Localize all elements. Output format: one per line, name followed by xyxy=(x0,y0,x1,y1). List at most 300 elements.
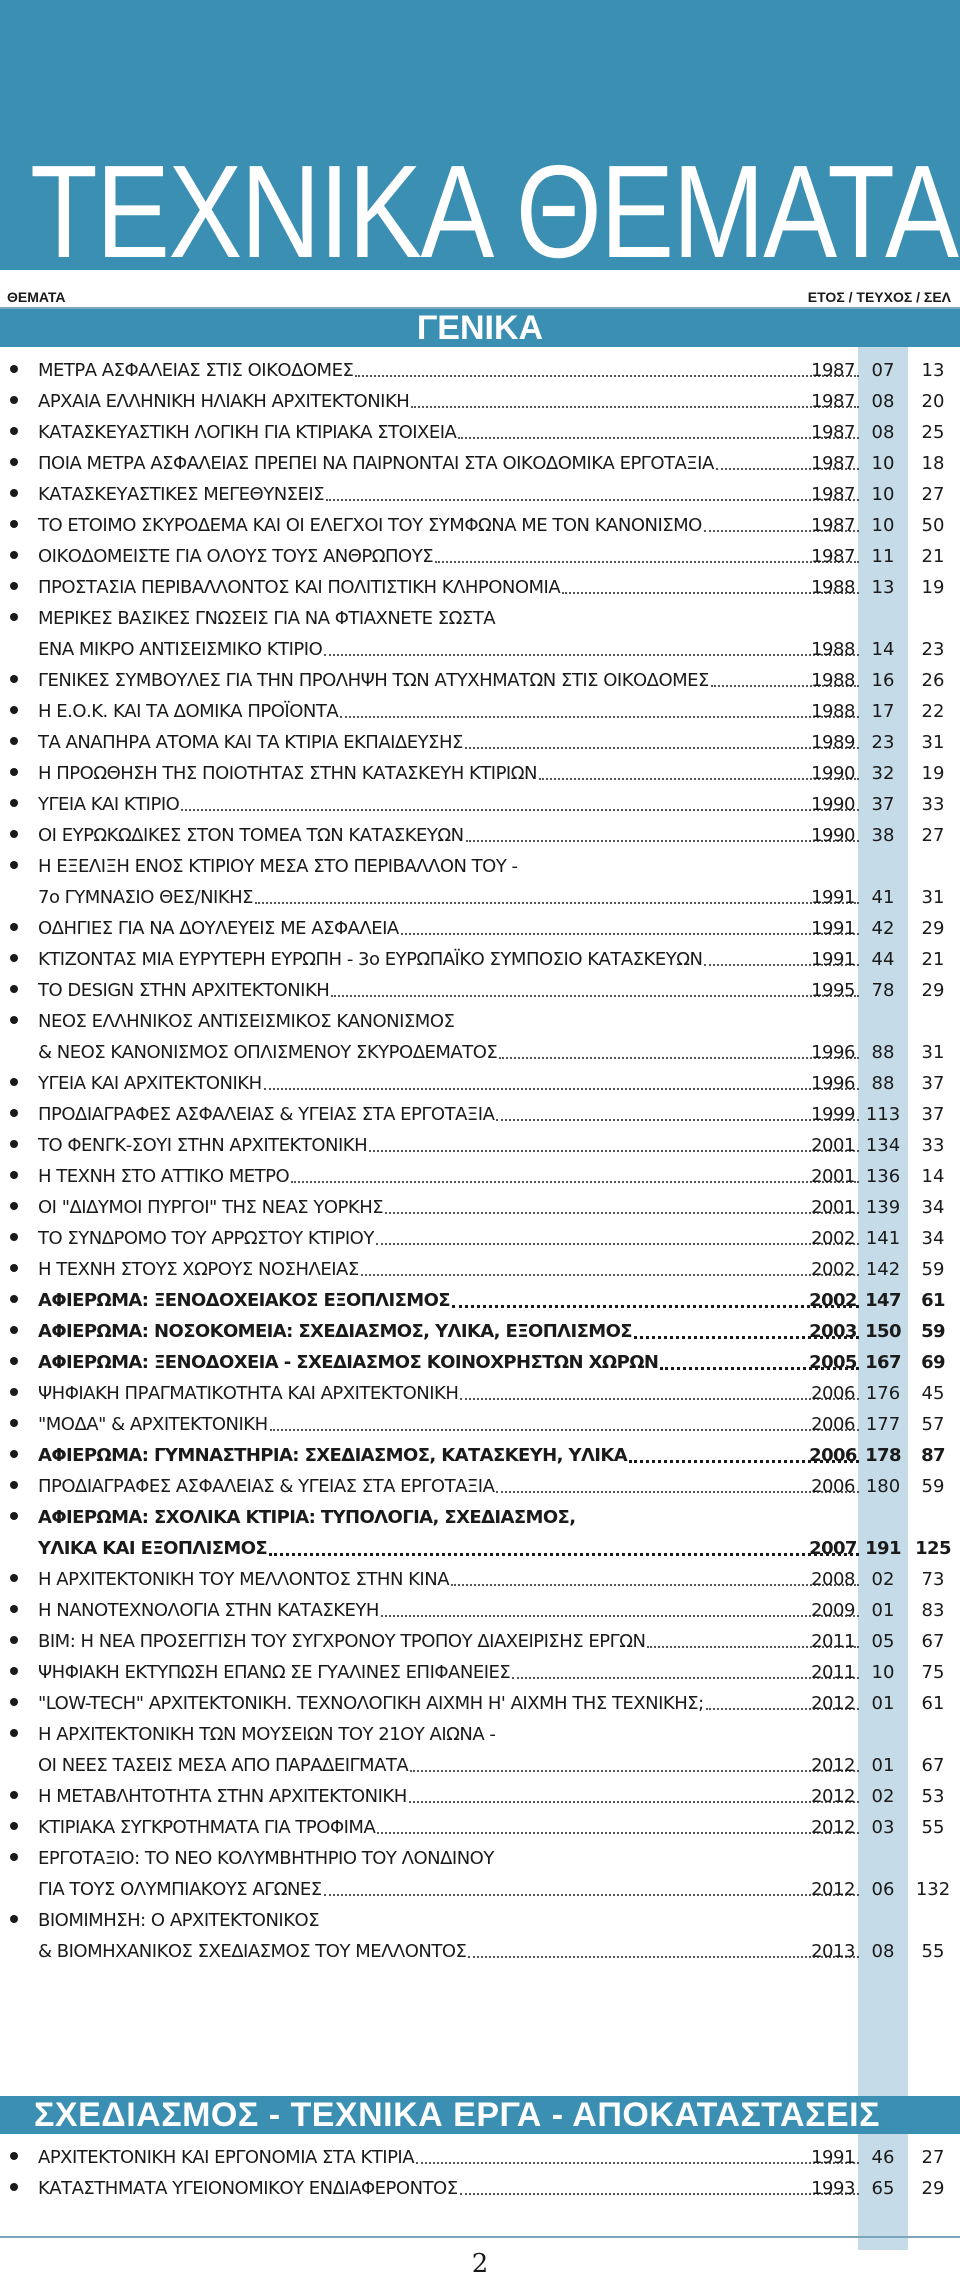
entry-issue: 139 xyxy=(865,1197,901,1218)
entry-title-line: Η ΕΞΕΛΙΞΗ ΕΝΟΣ ΚΤΙΡΙΟΥ ΜΕΣΑ ΣΤΟ ΠΕΡΙΒΑΛΛΟΝ ΤΟΥ - xyxy=(38,856,518,877)
bullet-icon xyxy=(10,427,18,435)
entry-title-line: ΑΦΙΕΡΩΜΑ: ΣΧΟΛΙΚΑ ΚΤΙΡΙΑ: ΤΥΠΟΛΟΓΙΑ, ΣΧΕΔΙΑΣΜΟΣ, xyxy=(38,1507,576,1528)
entry-title-row xyxy=(38,1440,861,1471)
section-general-banner xyxy=(0,309,960,347)
entry-page: 73 xyxy=(921,1569,945,1590)
entry-year: 1987 xyxy=(811,391,855,412)
bullet-icon xyxy=(10,1233,18,1241)
entry-page: 55 xyxy=(921,1817,945,1838)
entry-page: 18 xyxy=(921,453,945,474)
entry-year: 2008 xyxy=(811,1569,855,1590)
index-entry xyxy=(0,448,960,479)
entry-year: 2001 xyxy=(811,1135,855,1156)
entry-year: 1987 xyxy=(811,484,855,505)
index-entry xyxy=(0,1006,960,1068)
entry-year: 1996 xyxy=(811,1042,855,1063)
entry-year: 1993 xyxy=(811,2178,855,2199)
bullet-icon xyxy=(10,675,18,683)
dot-leader xyxy=(466,820,859,851)
bullet-icon xyxy=(10,1419,18,1427)
dot-leader xyxy=(458,417,859,448)
section-design-banner xyxy=(0,2096,960,2134)
entry-title-line: ΥΛΙΚΑ ΚΑΙ ΕΞΟΠΛΙΣΜΟΣ xyxy=(38,1538,268,1559)
entry-year: 2002 xyxy=(811,1259,855,1280)
entry-year: 2012 xyxy=(811,1786,855,1807)
entry-title-line: ΑΦΙΕΡΩΜΑ: ΝΟΣΟΚΟΜΕΙΑ: ΣΧΕΔΙΑΣΜΟΣ, ΥΛΙΚΑ, ΕΞΟΠΛΙΣΜΟΣ xyxy=(38,1321,632,1342)
footer-rule xyxy=(0,2236,960,2238)
entry-year: 1988 xyxy=(811,639,855,660)
entry-title-row xyxy=(38,1595,861,1626)
title-banner xyxy=(0,0,960,270)
entry-title-line: ΠΡΟΣΤΑΣΙΑ ΠΕΡΙΒΑΛΛΟΝΤΟΣ ΚΑΙ ΠΟΛΙΤΙΣΤΙΚΗ ΚΛΗΡΟΝΟΜΙΑ xyxy=(38,577,561,598)
entry-title-line: & ΝΕΟΣ ΚΑΝΟΝΙΣΜΟΣ ΟΠΛΙΣΜΕΝΟΥ ΣΚΥΡΟΔΕΜΑΤΟΣ xyxy=(38,1042,498,1063)
bullet-icon xyxy=(10,582,18,590)
entry-title-row xyxy=(38,789,861,820)
bullet-icon xyxy=(10,1512,18,1520)
entry-title-row xyxy=(38,1285,861,1316)
entry-title-row xyxy=(38,1254,861,1285)
dot-leader xyxy=(409,1781,859,1812)
entry-issue: 176 xyxy=(865,1383,901,1404)
bullet-icon xyxy=(10,1605,18,1613)
bullet-icon xyxy=(10,1357,18,1365)
entry-issue: 44 xyxy=(871,949,895,970)
entry-title-row xyxy=(38,727,861,758)
entry-title-row xyxy=(38,510,861,541)
entry-issue: 16 xyxy=(871,670,895,691)
entry-issue: 177 xyxy=(865,1414,901,1435)
index-entry xyxy=(0,1688,960,1719)
entry-year: 1987 xyxy=(811,360,855,381)
entry-issue: 41 xyxy=(871,887,895,908)
entry-issue: 141 xyxy=(865,1228,901,1249)
entry-page: 57 xyxy=(921,1414,945,1435)
bullet-icon xyxy=(10,1853,18,1861)
entry-issue: 10 xyxy=(871,515,895,536)
dot-leader xyxy=(435,541,859,572)
dot-leader xyxy=(451,1564,859,1595)
entry-title-row xyxy=(38,882,861,913)
entry-issue: 13 xyxy=(871,577,895,598)
dot-leader xyxy=(255,882,859,913)
entry-title-row xyxy=(38,1068,861,1099)
entry-title-line: ΟΙ ΕΥΡΩΚΩΔΙΚΕΣ ΣΤΟΝ ΤΟΜΕΑ ΤΩΝ ΚΑΤΑΣΚΕΥΩΝ xyxy=(38,825,464,846)
index-entry xyxy=(0,572,960,603)
entry-year: 1991 xyxy=(811,2147,855,2168)
dot-leader xyxy=(264,1068,859,1099)
entry-page: 59 xyxy=(921,1476,945,1497)
entry-title-line: ΑΦΙΕΡΩΜΑ: ΞΕΝΟΔΟΧΕΙΑΚΟΣ ΕΞΟΠΛΙΣΜΟΣ xyxy=(38,1290,450,1311)
entry-page: 61 xyxy=(921,1290,945,1311)
index-entry xyxy=(0,1409,960,1440)
dot-leader xyxy=(340,696,859,727)
entry-issue: 178 xyxy=(865,1445,901,1466)
dot-leader xyxy=(326,479,859,510)
entry-title-row xyxy=(38,386,861,417)
entry-title-line: ΕΡΓΟΤΑΞΙΟ: ΤΟ ΝΕΟ ΚΟΛΥΜΒΗΤΗΡΙΟ ΤΟΥ ΛΟΝΔΙΝΟΥ xyxy=(38,1848,494,1869)
entry-title-line: ΑΦΙΕΡΩΜΑ: ΓΥΜΝΑΣΤΗΡΙΑ: ΣΧΕΔΙΑΣΜΟΣ, ΚΑΤΑΣΚΕΥΗ, ΥΛΙΚΑ xyxy=(38,1445,628,1466)
dot-leader xyxy=(385,1192,859,1223)
entry-title-line: ΓΕΝΙΚΕΣ ΣΥΜΒΟΥΛΕΣ ΓΙΑ ΤΗΝ ΠΡΟΛΗΨΗ ΤΩΝ ΑΤΥΧΗΜΑΤΩΝ ΣΤΙΣ ΟΙΚΟΔΟΜΕΣ xyxy=(38,670,709,691)
dot-leader xyxy=(369,1130,859,1161)
index-entry xyxy=(0,1595,960,1626)
dot-leader xyxy=(416,2142,859,2173)
entry-page: 69 xyxy=(921,1352,945,1373)
entry-title-row xyxy=(38,1130,861,1161)
entry-title-line: ΑΦΙΕΡΩΜΑ: ΞΕΝΟΔΟΧΕΙΑ - ΣΧΕΔΙΑΣΜΟΣ ΚΟΙΝΟΧΡΗΣΤΩΝ ΧΩΡΩΝ xyxy=(38,1352,659,1373)
entry-page: 45 xyxy=(921,1383,945,1404)
index-entry xyxy=(0,1781,960,1812)
entry-title-row xyxy=(38,634,861,665)
entry-issue: 10 xyxy=(871,453,895,474)
bullet-icon xyxy=(10,799,18,807)
bullet-icon xyxy=(10,1326,18,1334)
bullet-icon xyxy=(10,737,18,745)
entry-year: 2011 xyxy=(811,1662,855,1683)
bullet-icon xyxy=(10,613,18,621)
entry-title-line: Η ΤΕΧΝΗ ΣΤΟΥΣ ΧΩΡΟΥΣ ΝΟΣΗΛΕΙΑΣ xyxy=(38,1259,359,1280)
index-entry xyxy=(0,1905,960,1967)
entry-page: 19 xyxy=(921,577,945,598)
index-entry xyxy=(0,727,960,758)
entry-year: 1990 xyxy=(811,825,855,846)
entry-page: 37 xyxy=(921,1073,945,1094)
dot-leader xyxy=(291,1161,859,1192)
bullet-icon xyxy=(10,520,18,528)
dot-leader xyxy=(181,789,859,820)
entry-title-row xyxy=(38,2173,861,2204)
entry-year: 2009 xyxy=(811,1600,855,1621)
topics-column-header: ΘΕΜΑΤΑ xyxy=(7,289,66,305)
dot-leader xyxy=(270,1409,859,1440)
entry-issue: 42 xyxy=(871,918,895,939)
index-entry xyxy=(0,1843,960,1905)
page-title: ΤΕΧΝΙΚΑ ΘΕΜΑΤΑ xyxy=(30,138,958,270)
entry-issue: 01 xyxy=(871,1600,895,1621)
entry-issue: 46 xyxy=(871,2147,895,2168)
dot-leader xyxy=(331,975,859,1006)
entry-year: 1989 xyxy=(811,732,855,753)
entry-title-line: ΑΡΧΙΤΕΚΤΟΝΙΚΗ ΚΑΙ ΕΡΓΟΝΟΜΙΑ ΣΤΑ ΚΤΙΡΙΑ xyxy=(38,2147,415,2168)
entry-issue: 02 xyxy=(871,1569,895,1590)
entry-issue: 10 xyxy=(871,1662,895,1683)
entry-title-row xyxy=(38,696,861,727)
index-entry xyxy=(0,1471,960,1502)
entry-page: 34 xyxy=(921,1197,945,1218)
bullet-icon xyxy=(10,1078,18,1086)
dot-leader xyxy=(496,1099,859,1130)
entry-title-row xyxy=(38,913,861,944)
dot-leader xyxy=(465,727,859,758)
entry-year: 1987 xyxy=(811,453,855,474)
entry-title-line: ΟΙ ΝΕΕΣ ΤΑΣΕΙΣ ΜΕΣΑ ΑΠΟ ΠΑΡΑΔΕΙΓΜΑΤΑ xyxy=(38,1755,409,1776)
entry-title-line: ΥΓΕΙΑ ΚΑΙ ΑΡΧΙΤΕΚΤΟΝΙΚΗ xyxy=(38,1073,262,1094)
dot-leader xyxy=(401,913,859,944)
dot-leader xyxy=(381,1595,859,1626)
entry-issue: 03 xyxy=(871,1817,895,1838)
entry-title-row xyxy=(38,541,861,572)
entry-year: 2002 xyxy=(811,1228,855,1249)
entry-page: 132 xyxy=(915,1879,951,1900)
entry-title-row xyxy=(38,448,861,479)
index-entry xyxy=(0,1316,960,1347)
entry-title-line: "ΜΟΔΑ" & ΑΡΧΙΤΕΚΤΟΝΙΚΗ xyxy=(38,1414,268,1435)
bullet-icon xyxy=(10,1791,18,1799)
entry-title-row xyxy=(38,1936,861,1967)
dot-leader xyxy=(496,1471,859,1502)
bullet-icon xyxy=(10,489,18,497)
index-entry xyxy=(0,1192,960,1223)
entry-title-row xyxy=(38,1192,861,1223)
index-entry xyxy=(0,975,960,1006)
entry-issue: 142 xyxy=(865,1259,901,1280)
entry-year: 1991 xyxy=(811,887,855,908)
bullet-icon xyxy=(10,551,18,559)
section-general-list xyxy=(0,355,960,1967)
entry-title-line: ΤΟ ΦΕΝΓΚ-ΣΟΥΙ ΣΤΗΝ ΑΡΧΙΤΕΚΤΟΝΙΚΗ xyxy=(38,1135,368,1156)
bullet-icon xyxy=(10,396,18,404)
index-entry xyxy=(0,479,960,510)
index-entry xyxy=(0,1099,960,1130)
entry-year: 2012 xyxy=(811,1817,855,1838)
entry-issue: 17 xyxy=(871,701,895,722)
entry-title-line: ΥΓΕΙΑ ΚΑΙ ΚΤΙΡΙΟ xyxy=(38,794,180,815)
entry-title-row xyxy=(38,1781,861,1812)
bullet-icon xyxy=(10,1202,18,1210)
entry-year: 2006 xyxy=(811,1476,855,1497)
entry-issue: 88 xyxy=(871,1042,895,1063)
entry-issue: 08 xyxy=(871,1941,895,1962)
entry-issue: 07 xyxy=(871,360,895,381)
entry-title-line: Η ΤΕΧΝΗ ΣΤΟ ΑΤΤΙΚΟ ΜΕΤΡΟ xyxy=(38,1166,290,1187)
index-entry xyxy=(0,2142,960,2173)
entry-title-line: ΚΑΤΑΣΚΕΥΑΣΤΙΚΗ ΛΟΓΙΚΗ ΓΙΑ ΚΤΙΡΙΑΚΑ ΣΤΟΙΧΕΙΑ xyxy=(38,422,457,443)
entry-title-row xyxy=(38,944,861,975)
index-entry xyxy=(0,1502,960,1564)
bullet-icon xyxy=(10,706,18,714)
bullet-icon xyxy=(10,1574,18,1582)
entry-page: 26 xyxy=(921,670,945,691)
entry-issue: 02 xyxy=(871,1786,895,1807)
entry-issue: 08 xyxy=(871,391,895,412)
bullet-icon xyxy=(10,768,18,776)
entry-title-line: ΒΙΟΜΙΜΗΣΗ: Ο ΑΡΧΙΤΕΚΤΟΝΙΚΟΣ xyxy=(38,1910,320,1931)
entry-year: 2012 xyxy=(811,1879,855,1900)
year-issue-page-column-header: ΕΤΟΣ / ΤΕΥΧΟΣ / ΣΕΛ xyxy=(807,289,951,305)
bullet-icon xyxy=(10,1109,18,1117)
entry-title-row xyxy=(38,1099,861,1130)
entry-page: 19 xyxy=(921,763,945,784)
entry-title-row xyxy=(38,2142,861,2173)
entry-issue: 88 xyxy=(871,1073,895,1094)
entry-page: 50 xyxy=(921,515,945,536)
entry-title-line: ΠΟΙΑ ΜΕΤΡΑ ΑΣΦΑΛΕΙΑΣ ΠΡΕΠΕΙ ΝΑ ΠΑΙΡΝΟΝΤΑΙ ΣΤΑ ΟΙΚΟΔΟΜΙΚΑ ΕΡΓΟΤΑΞΙΑ xyxy=(38,453,714,474)
entry-title-row xyxy=(38,572,861,603)
entry-year: 1999 xyxy=(811,1104,855,1125)
entry-year: 2001 xyxy=(811,1197,855,1218)
entry-title-line: ΚΑΤΑΣΤΗΜΑΤΑ ΥΓΕΙΟΝΟΜΙΚΟΥ ΕΝΔΙΑΦΕΡΟΝΤΟΣ xyxy=(38,2178,458,2199)
bullet-icon xyxy=(10,923,18,931)
entry-title-line: & ΒΙΟΜΗΧΑΝΙΚΟΣ ΣΧΕΔΙΑΣΜΟΣ ΤΟΥ ΜΕΛΛΟΝΤΟΣ xyxy=(38,1941,467,1962)
entry-title-line: ΑΡΧΑΙΑ ΕΛΛΗΝΙΚΗ ΗΛΙΑΚΗ ΑΡΧΙΤΕΚΤΟΝΙΚΗ xyxy=(38,391,410,412)
entry-title-line: ΨΗΦΙΑΚΗ ΠΡΑΓΜΑΤΙΚΟΤΗΤΑ ΚΑΙ ΑΡΧΙΤΕΚΤΟΝΙΚΗ xyxy=(38,1383,459,1404)
entry-title-line: ΓΙΑ ΤΟΥΣ ΟΛΥΜΠΙΑΚΟΥΣ ΑΓΩΝΕΣ xyxy=(38,1879,322,1900)
entry-title-line: ΝΕΟΣ ΕΛΛΗΝΙΚΟΣ ΑΝΤΙΣΕΙΣΜΙΚΟΣ ΚΑΝΟΝΙΣΜΟΣ xyxy=(38,1011,455,1032)
entry-title-line: ΤΑ ΑΝΑΠΗΡΑ ΑΤΟΜΑ ΚΑΙ ΤΑ ΚΤΙΡΙΑ ΕΚΠΑΙΔΕΥΣΗΣ xyxy=(38,732,463,753)
page-number: 2 xyxy=(471,2249,489,2279)
section-design-title: ΣΧΕΔΙΑΣΜΟΣ - ΤΕΧΝΙΚΑ ΕΡΓΑ - ΑΠΟΚΑΤΑΣΤΑΣΕΙΣ xyxy=(34,2096,881,2134)
index-entry xyxy=(0,851,960,913)
entry-title-row xyxy=(38,1378,861,1409)
entry-title-line: ΠΡΟΔΙΑΓΡΑΦΕΣ ΑΣΦΑΛΕΙΑΣ & ΥΓΕΙΑΣ ΣΤΑ ΕΡΓΟΤΑΞΙΑ xyxy=(38,1476,495,1497)
entry-title-row xyxy=(38,1750,861,1781)
entry-title-line: Η ΑΡΧΙΤΕΚΤΟΝΙΚΗ ΤΩΝ ΜΟΥΣΕΙΩΝ ΤΟΥ 21ΟΥ ΑΙΩΝΑ - xyxy=(38,1724,496,1745)
entry-issue: 167 xyxy=(865,1352,901,1373)
entry-title-row xyxy=(38,1471,861,1502)
bullet-icon xyxy=(10,1481,18,1489)
entry-page: 34 xyxy=(921,1228,945,1249)
entry-page: 83 xyxy=(921,1600,945,1621)
bullet-icon xyxy=(10,954,18,962)
bullet-icon xyxy=(10,1636,18,1644)
entry-issue: 191 xyxy=(865,1538,901,1559)
entry-title-row xyxy=(38,1812,861,1843)
index-entry xyxy=(0,541,960,572)
bullet-icon xyxy=(10,458,18,466)
bullet-icon xyxy=(10,1667,18,1675)
entry-title-row xyxy=(38,1037,861,1068)
index-entry xyxy=(0,386,960,417)
index-entry xyxy=(0,2173,960,2204)
index-entry xyxy=(0,1254,960,1285)
entry-year: 2011 xyxy=(811,1631,855,1652)
index-entry xyxy=(0,1223,960,1254)
entry-page: 27 xyxy=(921,825,945,846)
entry-title-line: Η ΠΡΟΩΘΗΣΗ ΤΗΣ ΠΟΙΟΤΗΤΑΣ ΣΤΗΝ ΚΑΤΑΣΚΕΥΗ ΚΤΙΡΙΩΝ xyxy=(38,763,537,784)
entry-year: 2006 xyxy=(811,1383,855,1404)
bullet-icon xyxy=(10,1388,18,1396)
entry-page: 33 xyxy=(921,794,945,815)
entry-page: 21 xyxy=(921,949,945,970)
entry-issue: 06 xyxy=(871,1879,895,1900)
entry-issue: 37 xyxy=(871,794,895,815)
dot-leader xyxy=(361,1254,859,1285)
entry-year: 2012 xyxy=(811,1693,855,1714)
bullet-icon xyxy=(10,1915,18,1923)
index-entry xyxy=(0,1378,960,1409)
entry-year: 1990 xyxy=(811,794,855,815)
bullet-icon xyxy=(10,861,18,869)
bullet-icon xyxy=(10,1016,18,1024)
entry-page: 25 xyxy=(921,422,945,443)
entry-title-line: "LOW-TECH" ΑΡΧΙΤΕΚΤΟΝΙΚΗ. ΤΕΧΝΟΛΟΓΙΚΗ ΑΙΧΜΗ Η' ΑΙΧΜΗ ΤΗΣ ΤΕΧΝΙΚΗΣ; xyxy=(38,1693,704,1714)
entry-issue: 01 xyxy=(871,1693,895,1714)
entry-issue: 180 xyxy=(865,1476,901,1497)
entry-title-line: ΤΟ DESIGN ΣΤΗΝ ΑΡΧΙΤΕΚΤΟΝΙΚΗ xyxy=(38,980,330,1001)
entry-year: 1987 xyxy=(811,422,855,443)
entry-page: 53 xyxy=(921,1786,945,1807)
entry-page: 14 xyxy=(921,1166,945,1187)
index-entry xyxy=(0,696,960,727)
entry-page: 13 xyxy=(921,360,945,381)
entry-year: 2007 xyxy=(809,1538,857,1559)
entry-title-line: Η ΝΑΝΟΤΕΧΝΟΛΟΓΙΑ ΣΤΗΝ ΚΑΤΑΣΚΕΥΗ xyxy=(38,1600,379,1621)
bullet-icon xyxy=(10,985,18,993)
index-entry xyxy=(0,1347,960,1378)
dot-leader xyxy=(376,1223,859,1254)
bullet-icon xyxy=(10,1822,18,1830)
entry-issue: 150 xyxy=(865,1321,901,1342)
entry-year: 2005 xyxy=(809,1352,857,1373)
entry-year: 1987 xyxy=(811,515,855,536)
entry-page: 20 xyxy=(921,391,945,412)
entry-year: 1988 xyxy=(811,670,855,691)
entry-title-line: 7ο ΓΥΜΝΑΣΙΟ ΘΕΣ/ΝΙΚΗΣ xyxy=(38,887,254,908)
index-entry xyxy=(0,1130,960,1161)
entry-title-line: ΟΔΗΓΙΕΣ ΓΙΑ ΝΑ ΔΟΥΛΕΥΕΙΣ ΜΕ ΑΣΦΑΛΕΙΑ xyxy=(38,918,399,939)
entry-issue: 01 xyxy=(871,1755,895,1776)
entry-page: 21 xyxy=(921,546,945,567)
entry-year: 1988 xyxy=(811,577,855,598)
dot-leader xyxy=(460,2173,859,2204)
entry-year: 2001 xyxy=(811,1166,855,1187)
entry-year: 2012 xyxy=(811,1755,855,1776)
entry-title-row xyxy=(38,1533,861,1564)
entry-title-row xyxy=(38,1874,861,1905)
entry-issue: 38 xyxy=(871,825,895,846)
section-general-title: ΓΕΝΙΚΑ xyxy=(416,309,544,347)
entry-page: 61 xyxy=(921,1693,945,1714)
entry-year: 2013 xyxy=(811,1941,855,1962)
dot-leader xyxy=(377,1812,859,1843)
entry-page: 23 xyxy=(921,639,945,660)
entry-title-line: ΜΕΤΡΑ ΑΣΦΑΛΕΙΑΣ ΣΤΙΣ ΟΙΚΟΔΟΜΕΣ xyxy=(38,360,354,381)
entry-title-line: ΕΝΑ ΜΙΚΡΟ ΑΝΤΙΣΕΙΣΜΙΚΟ ΚΤΙΡΙΟ xyxy=(38,639,323,660)
entry-issue: 147 xyxy=(865,1290,901,1311)
entry-title-line: ΜΕΡΙΚΕΣ ΒΑΣΙΚΕΣ ΓΝΩΣΕΙΣ ΓΙΑ ΝΑ ΦΤΙΑΧΝΕΤΕ ΣΩΣΤΑ xyxy=(38,608,496,629)
bullet-icon xyxy=(10,2183,18,2191)
entry-page: 31 xyxy=(921,732,945,753)
entry-issue: 113 xyxy=(865,1104,901,1125)
entry-title-line: ΟΙΚΟΔΟΜΕΙΣΤΕ ΓΙΑ ΟΛΟΥΣ ΤΟΥΣ ΑΝΘΡΩΠΟΥΣ xyxy=(38,546,434,567)
entry-year: 2006 xyxy=(809,1445,857,1466)
index-entry xyxy=(0,510,960,541)
index-entry xyxy=(0,1564,960,1595)
index-entry xyxy=(0,944,960,975)
entry-title-row xyxy=(38,820,861,851)
entry-title-line: ΚΤΙΡΙΑΚΑ ΣΥΓΚΡΟΤΗΜΑΤΑ ΓΙΑ ΤΡΟΦΙΜΑ xyxy=(38,1817,376,1838)
entry-title-line: ΨΗΦΙΑΚΗ ΕΚΤΥΠΩΣΗ ΕΠΑΝΩ ΣΕ ΓΥΑΛΙΝΕΣ ΕΠΙΦΑΝΕΙΕΣ xyxy=(38,1662,511,1683)
entry-title-line: ΚΤΙΖΟΝΤΑΣ ΜΙΑ ΕΥΡΥΤΕΡΗ ΕΥΡΩΠΗ - 3ο ΕΥΡΩΠΑΪΚΟ ΣΥΜΠΟΣΙΟ ΚΑΤΑΣΚΕΥΩΝ xyxy=(38,949,703,970)
index-entry xyxy=(0,1440,960,1471)
entry-title-row xyxy=(38,1409,861,1440)
entry-title-row xyxy=(38,1223,861,1254)
entry-year: 2006 xyxy=(811,1414,855,1435)
index-entry xyxy=(0,1626,960,1657)
entry-title-row xyxy=(38,1161,861,1192)
bullet-icon xyxy=(10,1264,18,1272)
entry-issue: 08 xyxy=(871,422,895,443)
entry-year: 1987 xyxy=(811,546,855,567)
dot-leader xyxy=(499,1037,859,1068)
index-entry xyxy=(0,758,960,789)
entry-title-row xyxy=(38,1316,861,1347)
entry-issue: 11 xyxy=(871,546,895,567)
entry-title-row xyxy=(38,665,861,696)
entry-title-row xyxy=(38,1626,861,1657)
bullet-icon xyxy=(10,1171,18,1179)
dot-leader xyxy=(468,1936,859,1967)
